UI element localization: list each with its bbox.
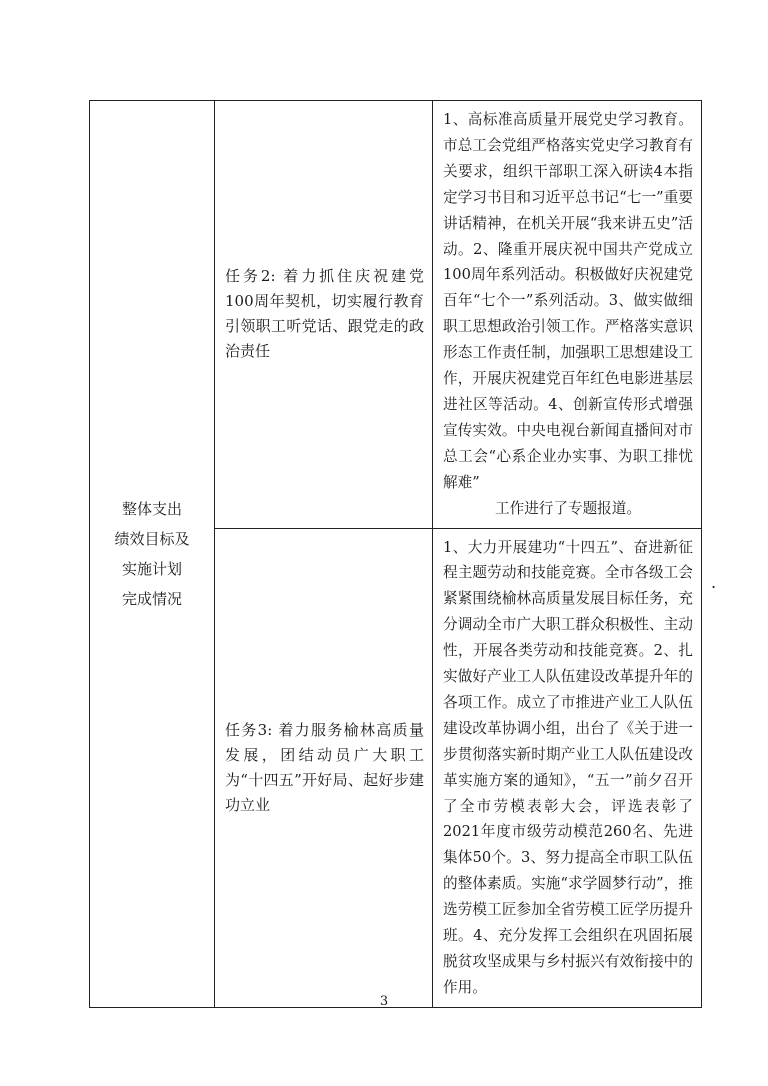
task-3-detail-cell [433, 528, 702, 1007]
category-line: 实施计划 [121, 559, 182, 578]
task-2-cell: 任务2: 着力抓住庆祝建党 100周年契机，切实履行教育引领职工听党话、跟党走的政治责任 [215, 101, 433, 529]
category-line: 整体支出 [121, 499, 182, 518]
task-2-detail-text: 1、高标准高质量开展党史学习教育。市总工会党组严格落实党史学习教育有关要求，组织干部职工深入研读4本指定学习书目和习近平总书记“七一”重要讲话精神，在机关开展“我来讲五史”活动。2、隆重开展庆祝中国共产党成立100周年系列活动。积极做好庆祝建党百年“七个一”系列活动。3、做实做细职工思想政治引领工作。严格落实意识形态工作责任制，加强职工思想建设工作，开展庆祝建党百年红色电影进基层进社区等活动。4、创新宣传形式增强宣传实效。中央电视台新闻直播间对市总工会“心系企业办实事、为职工排忧解难” [443, 111, 693, 491]
task-3-cell: 任务3: 着力服务榆林高质量发展，团结动员广大职工为“十四五”开好局、起好步建功立业 [215, 528, 433, 1007]
stray-mark: . [711, 573, 717, 592]
task-2-detail-cell [433, 101, 702, 529]
performance-table [89, 100, 702, 1008]
task-3-detail-text: 1、大力开展建功“十四五”、奋进新征程主题劳动和技能竞赛。全市各级工会紧紧围绕榆林高质量发展目标任务，充分调动全市广大职工群众积极性、主动性，开展各类劳动和技能竞赛。2、扎实做好产业工人队伍建设改革提升年的各项工作。成立了市推进产业工人队伍建设改革协调小组，出台了《关于进一步贯彻落实新时期产业工人队伍建设改革实施方案的通知》，“五一”前夕召开了全市劳模表彰大会，评选表彰了2021年度市级劳动模范260名、先进集体50个。3、努力提高全市职工队伍的整体素质。实施“求学圆梦行动”，推选劳模工匠参加全省劳模工匠学历提升班。4、充分发挥工会组织在巩固拓展脱贫攻坚成果与乡村振兴有效衔接中的作用。 [443, 538, 693, 996]
category-line: 完成情况 [121, 589, 182, 608]
page-number: 3 [379, 994, 389, 1009]
category-line: 绩效目标及 [114, 529, 190, 548]
category-cell [90, 101, 215, 1008]
task-2-detail-last-line: 工作进行了专题报道。 [495, 499, 641, 517]
table-row [90, 101, 702, 529]
